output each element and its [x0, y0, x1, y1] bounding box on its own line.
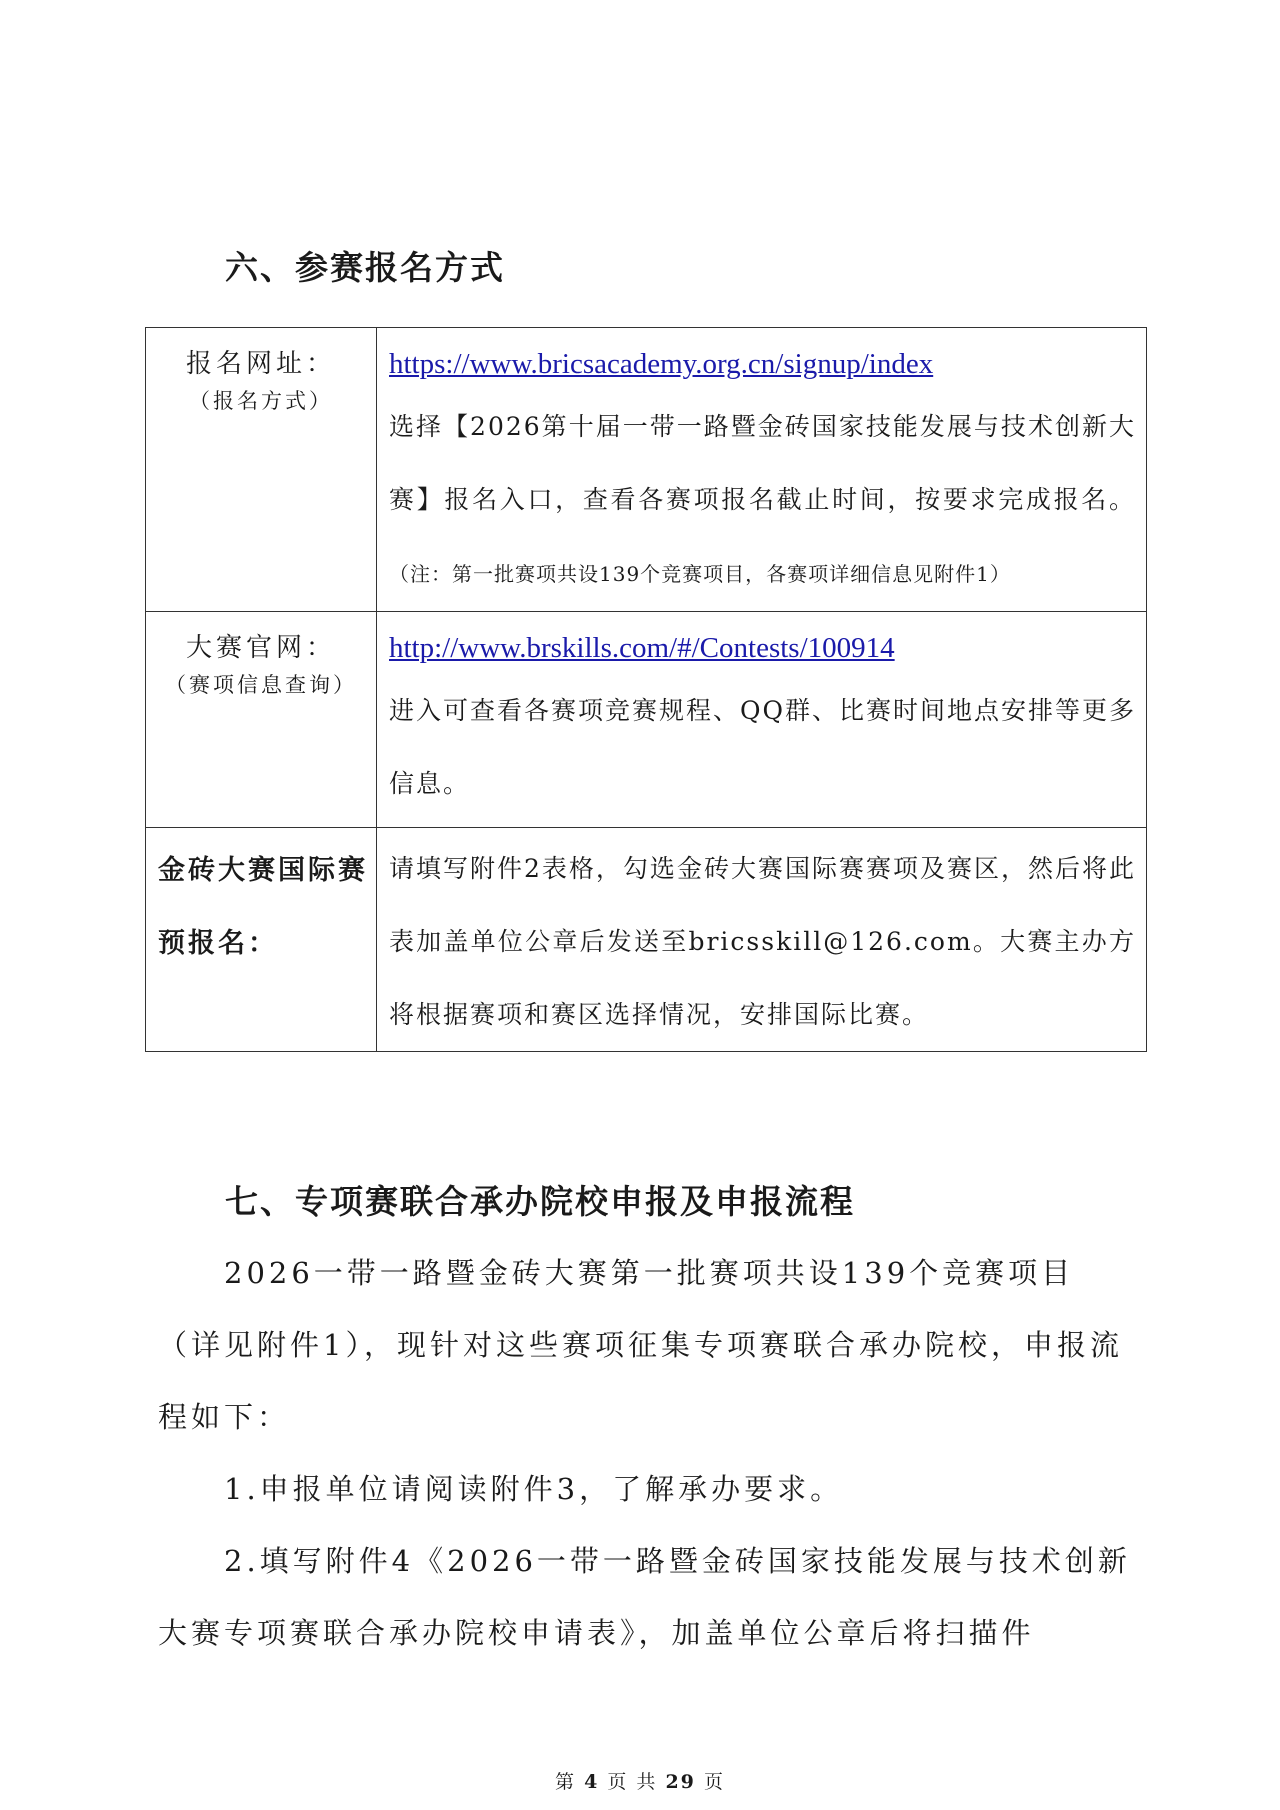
row-label: 大赛官网：	[185, 633, 336, 663]
official-site-link[interactable]: http://www.brskills.com/#/Contests/100914	[389, 632, 895, 664]
section-heading: 六、参赛报名方式	[225, 248, 505, 287]
value-cell	[377, 328, 1147, 612]
table-row	[146, 612, 1147, 828]
current-page-number: 4	[584, 1771, 600, 1793]
total-page-count: 29	[665, 1771, 696, 1793]
table-row	[146, 328, 1147, 612]
label-cell	[146, 612, 377, 828]
row-text-body: 选择【2026第十届一带一路暨金砖国家技能发展与技术创新大赛】报名入口，查看各赛项报名截止时间，按要求完成报名。	[389, 412, 1136, 514]
value-cell	[377, 612, 1147, 828]
row-text: 请填写附件2表格，勾选金砖大赛国际赛赛项及赛区，然后将此表加盖单位公章后发送至bricsskill@126.com。大赛主办方将根据赛项和赛区选择情况，安排国际比赛。	[389, 854, 1136, 1029]
row-label: 报名网址：	[185, 349, 336, 379]
footer-suffix: 页	[703, 1771, 725, 1793]
signup-methods-table	[145, 327, 1147, 1052]
footer-middle: 页 共	[607, 1771, 658, 1793]
value-cell	[377, 828, 1147, 1052]
row-text	[389, 390, 1136, 611]
row-sublabel: （赛项信息查询）	[165, 673, 357, 697]
body-paragraph: 2.填写附件4《2026一带一路暨金砖国家技能发展与技术创新大赛专项赛联合承办院校申请表》，加盖单位公章后将扫描件	[158, 1544, 1131, 1650]
row-text: 进入可查看各赛项竞赛规程、QQ群、比赛时间地点安排等更多信息。	[389, 696, 1136, 798]
row-note: （注：第一批赛项共设139个竞赛项目，各赛项详细信息见附件1）	[389, 562, 1011, 586]
section-heading: 七、专项赛联合承办院校申报及申报流程	[225, 1182, 855, 1221]
row-sublabel: （报名方式）	[189, 389, 333, 413]
label-cell	[146, 328, 377, 612]
signup-url-link[interactable]: https://www.bricsacademy.org.cn/signup/index	[389, 348, 934, 380]
body-paragraph: 2026一带一路暨金砖大赛第一批赛项共设139个竞赛项目（详见附件1），现针对这些赛项征集专项赛联合承办院校，申报流程如下：	[158, 1256, 1123, 1434]
page-footer	[0, 1767, 1280, 1794]
table-row	[146, 828, 1147, 1052]
footer-prefix: 第	[555, 1771, 577, 1793]
body-paragraph: 1.申报单位请阅读附件3，了解承办要求。	[224, 1472, 844, 1506]
label-cell	[146, 828, 377, 1052]
row-label: 金砖大赛国际赛预报名：	[158, 855, 368, 959]
